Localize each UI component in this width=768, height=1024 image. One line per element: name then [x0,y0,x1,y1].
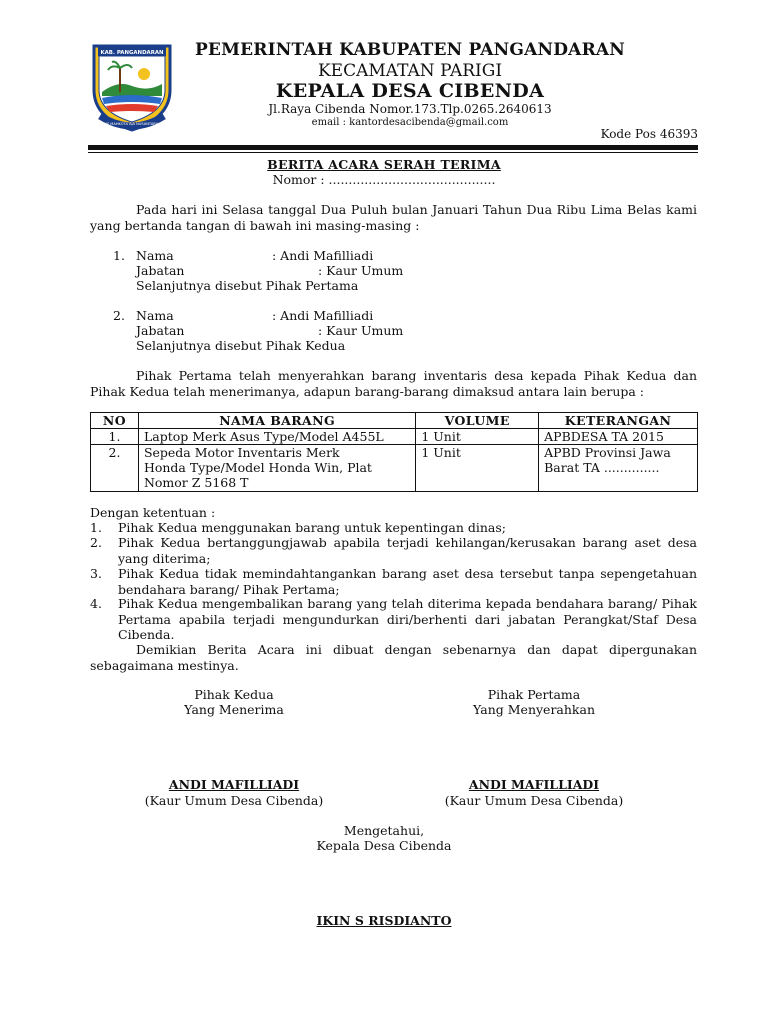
letterhead-district: KECAMATAN PARIGI [317,61,503,81]
transfer-paragraph: Pihak Pertama telah menyerahkan barang inventaris desa kepada Pihak Kedua dan Pihak Kedua telah menerimanya, adapun barang-barang dimaksud antara lain berupa : [90,368,697,399]
condition-number: 3. [90,566,102,581]
column-header-remarks: KETERANGAN [539,413,698,429]
party2-designation: Selanjutnya disebut Pihak Kedua [136,338,346,353]
signature-left-title: (Kaur Umum Desa Cibenda) [144,793,324,808]
party2-name-value: : Andi Mafilliadi [272,308,374,323]
letterhead-divider-thin [88,152,698,153]
acknowledgement-title: Kepala Desa Cibenda [316,838,452,853]
party2-position-label: Jabatan [136,323,185,338]
letterhead-postal-code: Kode Pos 46393 [600,127,698,141]
condition-text: Pihak Kedua bertanggungjawab apabila terjadi kehilangan/kerusakan barang aset desa yang diterima; [118,535,697,566]
letterhead-address: Jl.Raya Cibenda Nomor.173.Tlp.0265.2640613 [268,102,552,116]
party1-name-value: : Andi Mafilliadi [272,248,374,263]
document-title: BERITA ACARA SERAH TERIMA [267,157,501,172]
party1-position-value: : Kaur Umum [318,263,404,278]
condition-number: 2. [90,535,102,550]
cell-remarks: APBD Provinsi Jawa Barat TA .............. [539,445,698,492]
letterhead-divider-thick [88,145,698,150]
cell-item-name: Laptop Merk Asus Type/Model A455L [138,429,415,445]
condition-text: Pihak Kedua tidak memindahtangankan barang aset desa tersebut tanpa sepengetahuan bendahara barang/ Pihak Pertama; [118,566,697,597]
letterhead-office: KEPALA DESA CIBENDA [275,80,545,102]
village-head-name: IKIN S RISDIANTO [316,913,452,928]
document-number: Nomor : .......................................... [272,172,496,187]
party1-designation: Selanjutnya disebut Pihak Pertama [136,278,359,293]
party1-name-label: Nama [136,248,174,263]
signature-left-role: Pihak Kedua [194,687,274,702]
signature-right-subrole: Yang Menyerahkan [472,702,596,717]
column-header-no: NO [91,413,139,429]
cell-volume: 1 Unit [416,445,539,492]
signature-right-title: (Kaur Umum Desa Cibenda) [444,793,624,808]
regency-emblem-logo [90,40,174,132]
column-header-volume: VOLUME [416,413,539,429]
party1-position-label: Jabatan [136,263,185,278]
table-header-row [91,413,698,429]
conditions-heading: Dengan ketentuan : [90,505,216,520]
condition-text: Pihak Kedua menggunakan barang untuk kepentingan dinas; [118,520,506,535]
cell-no: 1. [91,429,139,445]
cell-no: 2. [91,445,139,492]
letterhead-email: email : kantordesacibenda@gmail.com [311,117,509,128]
party2-name-label: Nama [136,308,174,323]
letterhead-government: PEMERINTAH KABUPATEN PANGANDARAN [194,40,626,60]
intro-paragraph: Pada hari ini Selasa tanggal Dua Puluh bulan Januari Tahun Dua Ribu Lima Belas kami yang bertanda tangan di bawah ini masing-masing : [90,202,697,233]
cell-volume: 1 Unit [416,429,539,445]
cell-item-name: Sepeda Motor Inventaris Merk Honda Type/Model Honda Win, Plat Nomor Z 5168 T [138,445,415,492]
condition-number: 1. [90,520,102,535]
signature-left-subrole: Yang Menerima [184,702,284,717]
svg-text:KAB. PANGANDARAN: KAB. PANGANDARAN [100,50,164,56]
condition-text: Pihak Kedua mengembalikan barang yang telah diterima kepada bendahara barang/ Pihak Pertama apabila terjadi mengundurkan diri/berhenti dari jabatan Perangkat/Staf Desa Cibenda. [118,596,697,642]
table-row [91,445,698,492]
signature-left-name: ANDI MAFILLIADI [168,777,300,792]
party1-number: 1. [113,248,125,263]
condition-number: 4. [90,596,102,611]
items-table [90,412,698,492]
acknowledgement-label: Mengetahui, [343,823,425,838]
signature-right-name: ANDI MAFILLIADI [468,777,600,792]
table-row [91,429,698,445]
column-header-item-name: NAMA BARANG [138,413,415,429]
party2-position-value: : Kaur Umum [318,323,404,338]
party2-number: 2. [113,308,125,323]
closing-paragraph: Demikian Berita Acara ini dibuat dengan sebenarnya dan dapat dipergunakan sebagaimana mestinya. [90,642,697,673]
cell-remarks: APBDESA TA 2015 [539,429,698,445]
signature-right-role: Pihak Pertama [487,687,581,702]
svg-text:NURUS MAHKOTA AJA NUSANTARA BI: NURUS MAHKOTA AJA NUSANTARA BISA [96,122,168,126]
